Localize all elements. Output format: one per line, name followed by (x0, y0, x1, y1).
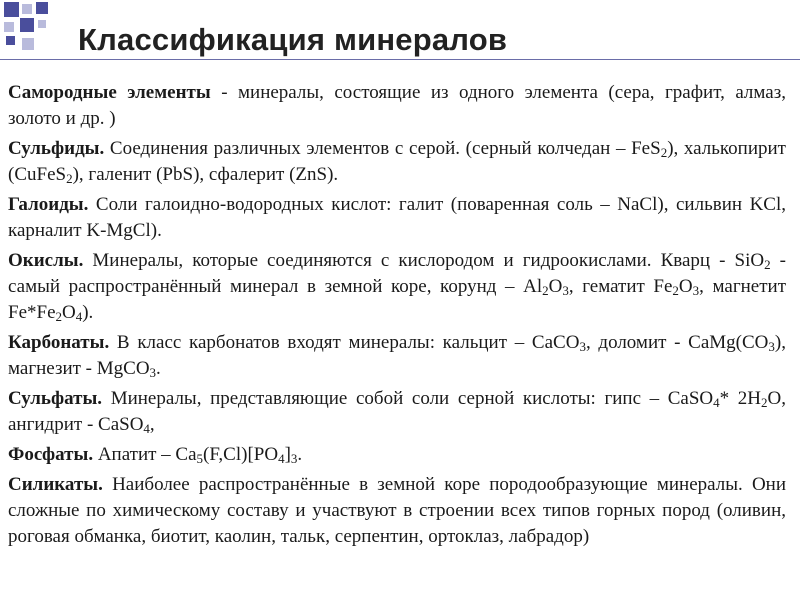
mineral-class-description: , доломит - CaMg(CO (585, 332, 769, 353)
mineral-class-term: Галоиды. (8, 194, 89, 215)
mineral-class-description: ), магнезит - MgCO (8, 332, 786, 379)
mineral-class-description: O (62, 302, 76, 323)
formula-subscript: 2 (66, 171, 73, 186)
mineral-class-description: . (297, 444, 303, 465)
formula-subscript: 3 (579, 339, 586, 354)
mineral-class-description: Минералы, представляющие собой соли серной кислоты: гипс – CaSO (102, 388, 714, 409)
formula-subscript: 3 (290, 451, 298, 466)
formula-subscript: 2 (542, 283, 549, 298)
mineral-class-description: - минералы, состоящие из одного элемента (сера, графит, алмаз, золото и др. ) (8, 82, 786, 129)
mineral-class-term: Окислы. (8, 250, 84, 271)
formula-subscript: 2 (55, 309, 62, 324)
mineral-class-paragraph (8, 330, 786, 382)
mineral-class-description: Соли галоидно-водородных кислот: галит (поваренная соль – NaCl), сильвин KCl, карналит K-MgCl). (8, 194, 786, 241)
mineral-class-description: , (149, 414, 155, 435)
mineral-class-paragraph (8, 80, 786, 132)
mineral-class-description: (F,Cl)[PO (203, 444, 279, 465)
decor-square (22, 4, 32, 14)
page-title: Классификация минералов (78, 22, 508, 57)
mineral-class-term: Карбонаты. (8, 332, 110, 353)
mineral-class-paragraph (8, 386, 786, 438)
mineral-class-term: Сульфиды. (8, 138, 105, 159)
mineral-class-description: O, ангидрит - CaSO (8, 388, 786, 435)
mineral-class-description: Апатит – Ca (93, 444, 197, 465)
mineral-class-description: Минералы, которые соединяются с кислородом и гидроокислами. Кварц - SiO (83, 250, 765, 271)
decor-square (4, 2, 19, 17)
formula-subscript: 3 (692, 283, 700, 298)
mineral-class-description: ), галенит (PbS), сфалерит (ZnS). (72, 164, 339, 185)
decor-square (22, 38, 34, 50)
corner-decoration (0, 0, 90, 60)
decor-square (36, 2, 48, 14)
mineral-class-term: Фосфаты. (8, 444, 94, 465)
mineral-class-description: ). (82, 302, 94, 323)
formula-subscript: 2 (672, 283, 679, 298)
mineral-class-term: Сульфаты. (8, 388, 103, 409)
mineral-class-description: ), халькопирит (CuFeS (8, 138, 786, 185)
title-divider (0, 59, 800, 60)
formula-subscript: 5 (196, 451, 204, 466)
mineral-classification-list (8, 80, 786, 554)
formula-subscript: 2 (764, 257, 771, 272)
mineral-class-paragraph (8, 442, 786, 468)
mineral-class-term: Силикаты. (8, 474, 103, 495)
mineral-class-description: , гематит Fe (568, 276, 673, 297)
mineral-class-paragraph (8, 248, 786, 326)
formula-subscript: 3 (768, 339, 775, 354)
mineral-class-description: В класс карбонатов входят минералы: кальцит – CaCO (109, 332, 580, 353)
mineral-class-description: ] (284, 444, 291, 465)
mineral-class-description: - самый распространённый минерал в земной коре, корунд – Al (8, 250, 787, 297)
formula-subscript: 4 (713, 395, 720, 410)
formula-subscript: 4 (278, 451, 285, 466)
formula-subscript: 2 (660, 145, 668, 160)
decor-square (6, 36, 15, 45)
mineral-class-paragraph (8, 136, 786, 188)
formula-subscript: 4 (143, 421, 150, 436)
mineral-class-description: * 2H (719, 388, 762, 409)
formula-subscript: 4 (75, 309, 83, 324)
decor-square (20, 18, 34, 32)
formula-subscript: 3 (562, 283, 569, 298)
formula-subscript: 3 (149, 365, 157, 380)
mineral-class-paragraph (8, 192, 786, 244)
mineral-class-description: , магнетит Fe*Fe (8, 276, 786, 323)
mineral-class-description: Наиболее распространённые в земной коре породообразующие минералы. Они сложные по химическому составу и участвуют в строении всех типов горных пород (оливин, роговая обманка, биотит, каолин, тальк, серпентин, ортоклаз, лабрадор) (8, 474, 786, 547)
mineral-class-description: . (156, 358, 161, 379)
mineral-class-description: O (678, 276, 693, 297)
mineral-class-paragraph (8, 472, 786, 550)
mineral-class-description: O (548, 276, 563, 297)
mineral-class-description: Соединения различных элементов с серой. (серный колчедан – FeS (104, 138, 661, 159)
formula-subscript: 2 (761, 395, 768, 410)
decor-square (4, 22, 14, 32)
decor-square (38, 20, 46, 28)
mineral-class-term: Самородные элементы (8, 82, 211, 103)
